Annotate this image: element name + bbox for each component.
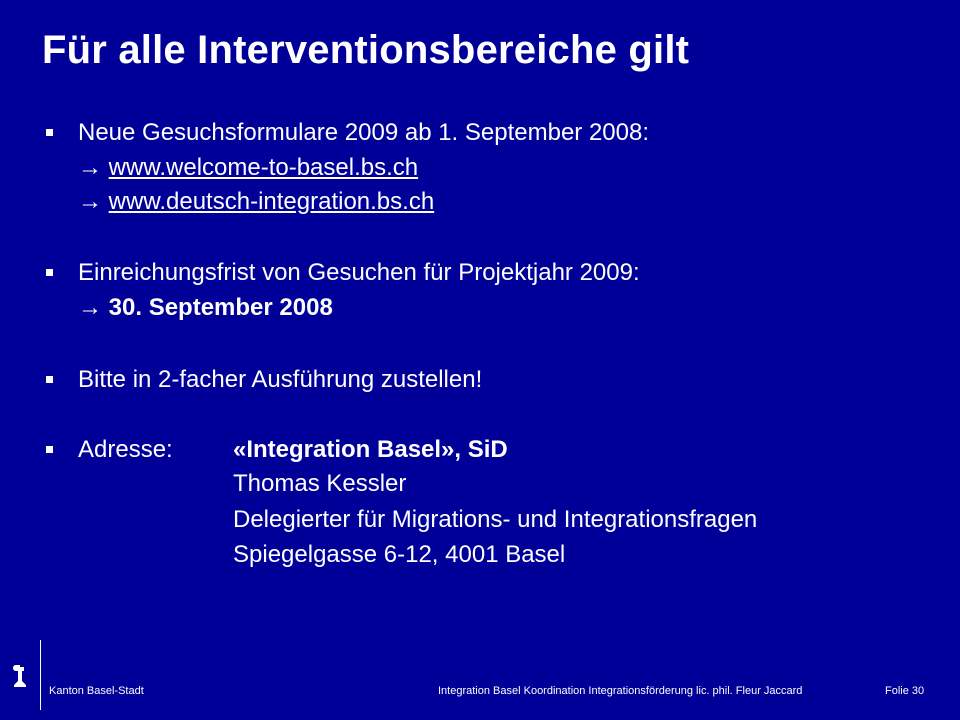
address-label: Adresse: bbox=[78, 436, 173, 463]
arrow-icon: → bbox=[78, 154, 102, 181]
bullet-marker bbox=[46, 446, 53, 453]
link-welcome-to-basel[interactable]: www.welcome-to-basel.bs.ch bbox=[108, 154, 419, 181]
bullet-forms-text: Neue Gesuchsformulare 2009 ab 1. September 2008: bbox=[78, 119, 650, 146]
arrow-icon: → bbox=[78, 188, 102, 215]
footer-info: Integration Basel Koordination Integrationsförderung lic. phil. Fleur Jaccard bbox=[438, 685, 803, 697]
bullet-copies-text: Bitte in 2-facher Ausführung zustellen! bbox=[78, 366, 483, 393]
link-deutsch-integration[interactable]: www.deutsch-integration.bs.ch bbox=[108, 188, 435, 215]
link-line-deutsch bbox=[78, 187, 434, 217]
bullet-deadline-text: Einreichungsfrist von Gesuchen für Projektjahr 2009: bbox=[78, 259, 640, 286]
address-org: «Integration Basel», SiD bbox=[233, 436, 508, 463]
address-name: Thomas Kessler bbox=[233, 470, 407, 497]
deadline-line bbox=[78, 293, 333, 323]
footer-canton: Kanton Basel-Stadt bbox=[49, 685, 144, 697]
address-role: Delegierter für Migrations- und Integrationsfragen bbox=[233, 506, 758, 533]
bullet-marker bbox=[46, 129, 53, 136]
address-street: Spiegelgasse 6-12, 4001 Basel bbox=[233, 541, 566, 568]
basel-staff-logo-icon bbox=[10, 663, 30, 689]
slide-title: Für alle Interventionsbereiche gilt bbox=[42, 28, 690, 72]
footer-page-number: Folie 30 bbox=[885, 685, 925, 697]
bullet-marker bbox=[46, 376, 53, 383]
bullet-marker bbox=[46, 269, 53, 276]
arrow-icon: → bbox=[78, 294, 102, 321]
deadline-date: 30. September 2008 bbox=[108, 294, 333, 321]
footer-divider bbox=[40, 640, 41, 710]
link-line-welcome bbox=[78, 153, 418, 183]
